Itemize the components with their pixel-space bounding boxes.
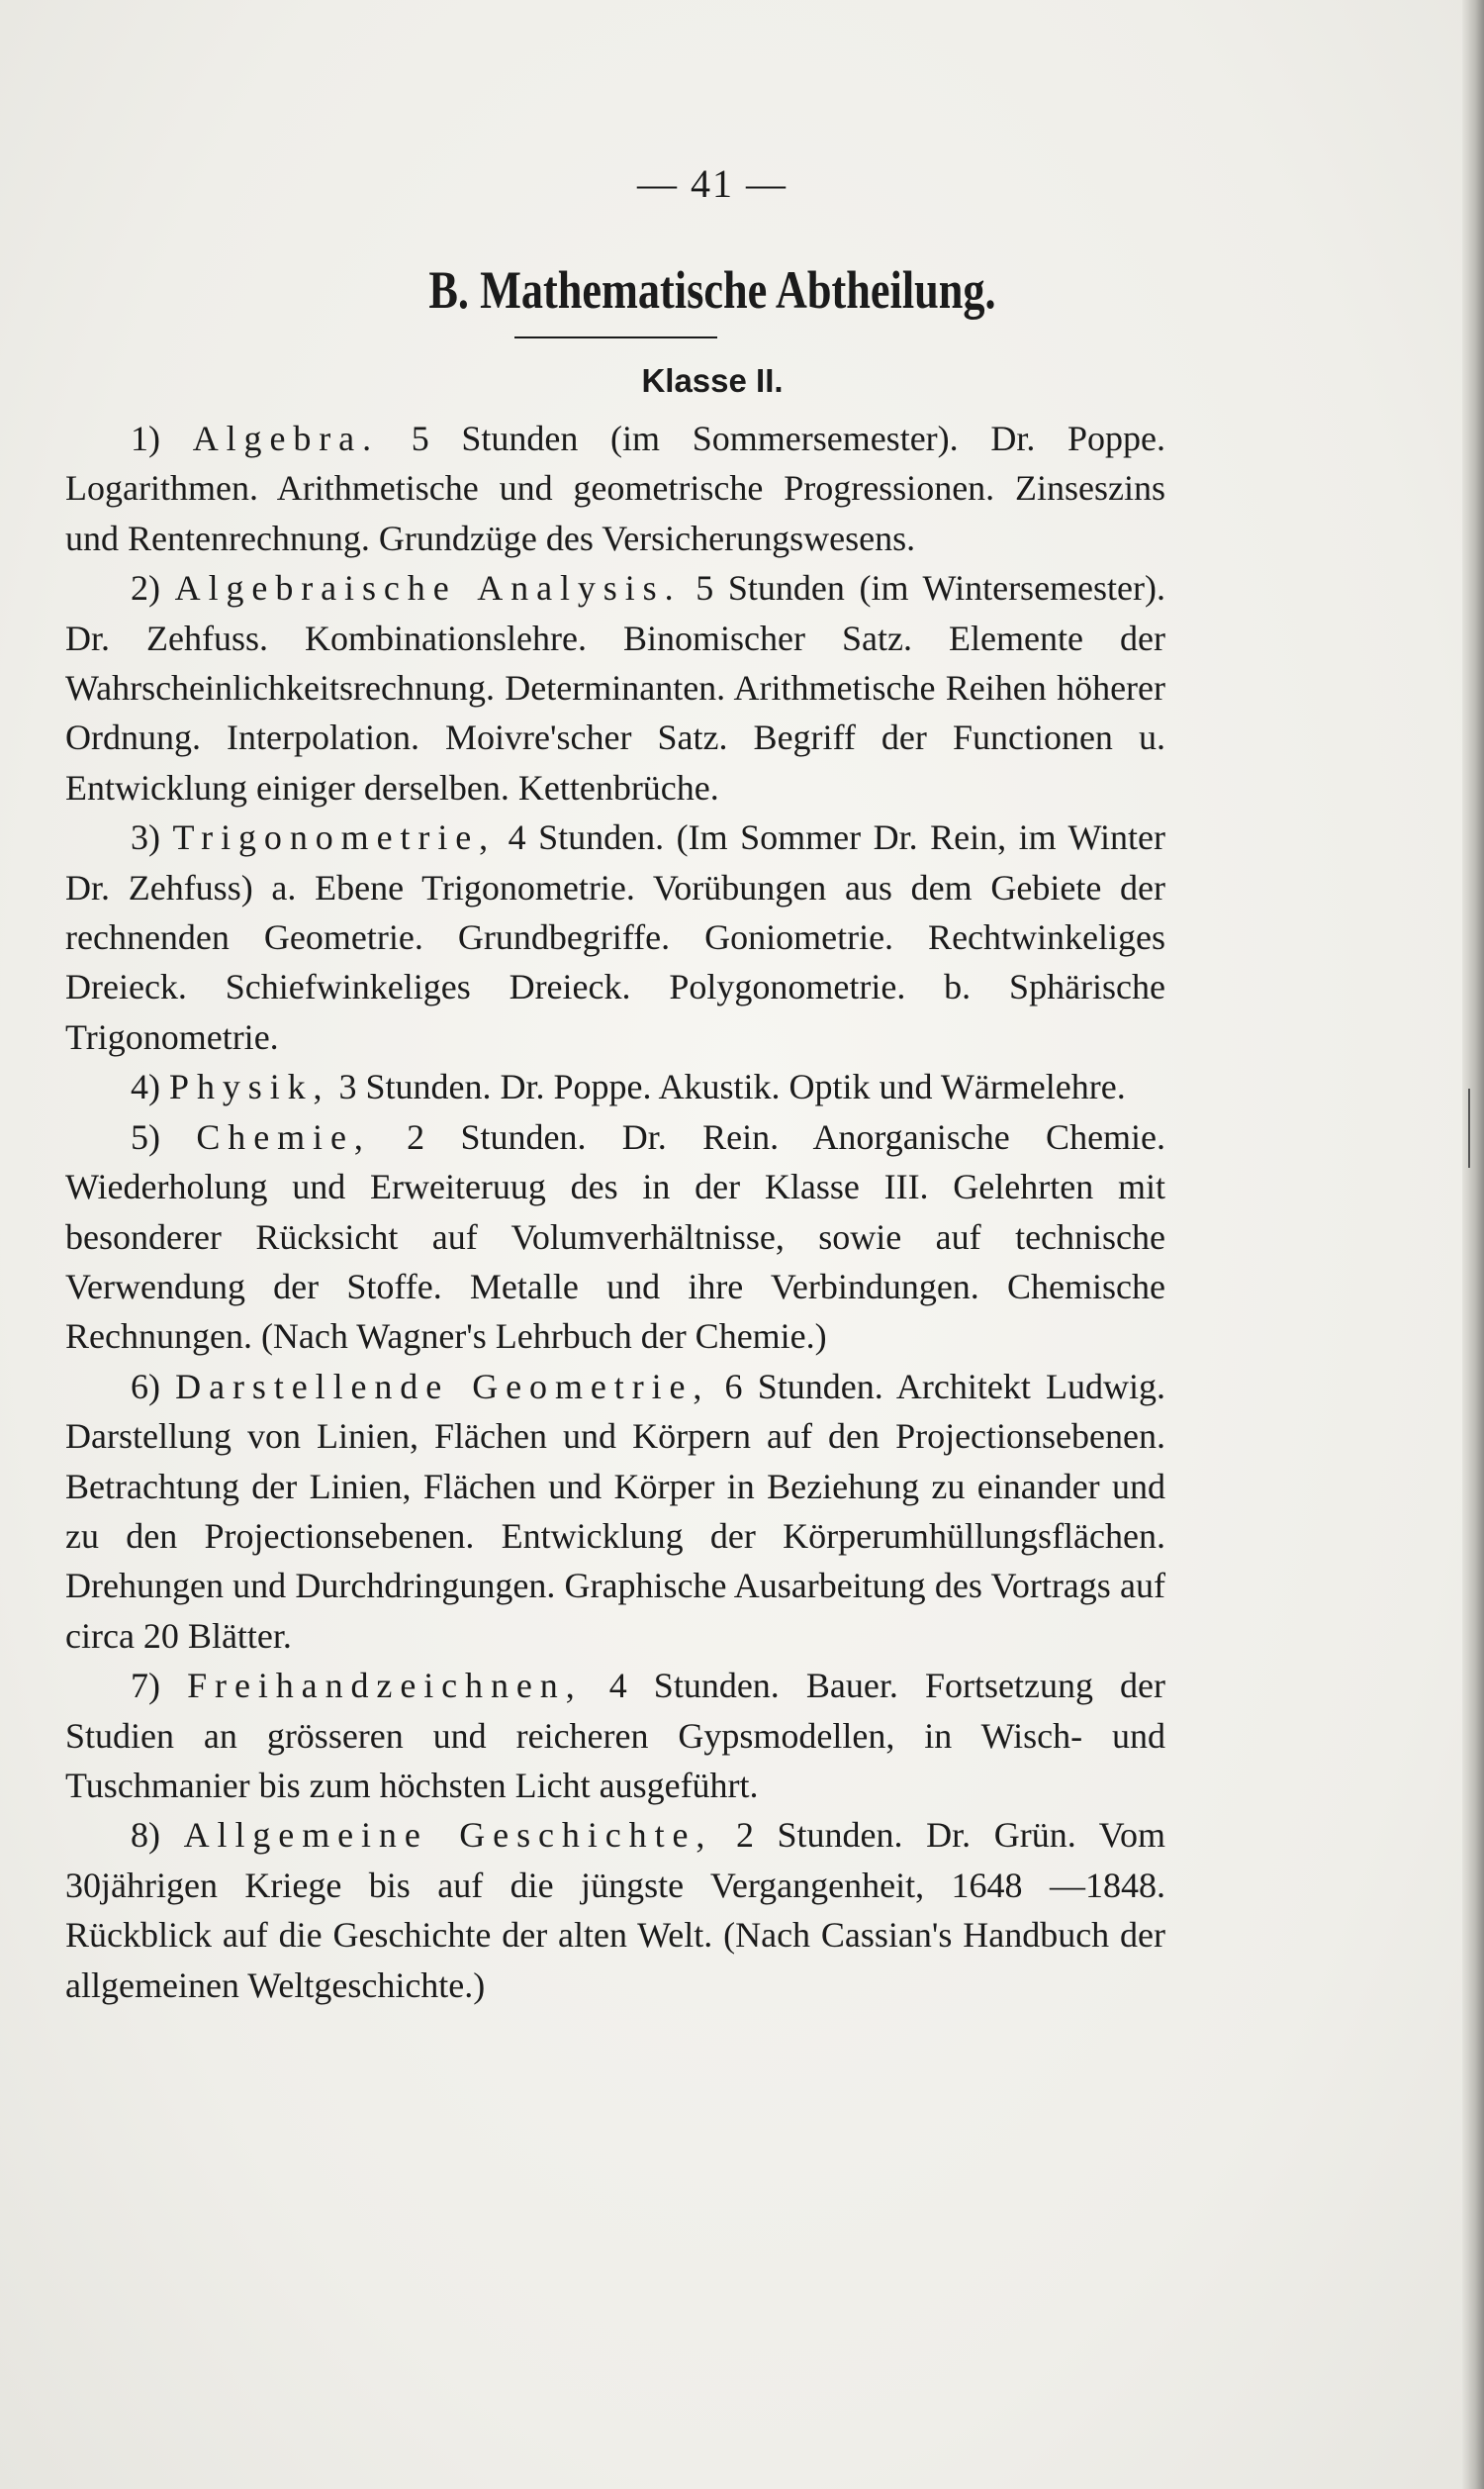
item-subject: Trigonometrie, bbox=[172, 817, 497, 858]
section-title: B. Mathematische Abtheilung. bbox=[428, 260, 996, 320]
item-number: 4) bbox=[131, 1067, 160, 1107]
item-subject: Freihandzeichnen, bbox=[187, 1666, 583, 1706]
course-item-2 bbox=[65, 563, 1165, 813]
item-text: 4 Stunden. (Im Sommer Dr. Rein, im Winter Dr. Zehfuss) a. Ebene Trigonometrie. Vorübungen aus dem Gebiete der rechnenden Geometrie. Grundbegriffe. Goniometrie. Rechtwinkeliges Dreieck. Schiefwinkeliges Dreieck. Polygonometrie. b. Sphärische Trigonometrie. bbox=[65, 817, 1166, 1057]
course-item-1 bbox=[65, 414, 1165, 563]
item-number: 5) bbox=[131, 1116, 160, 1157]
item-subject: Darstellende Geometrie, bbox=[175, 1366, 710, 1406]
course-list bbox=[65, 414, 1165, 2010]
item-subject: Allgemeine Geschichte, bbox=[183, 1815, 713, 1856]
edge-mark bbox=[1468, 1089, 1470, 1168]
item-number: 1) bbox=[131, 419, 160, 458]
item-number: 6) bbox=[131, 1366, 160, 1406]
item-text: 5 Stunden (im Sommersemester). Dr. Poppe. Logarithmen. Arithmetische und geometrische Progressionen. Zinseszins und Rentenrechnung. Grundzüge des Versicherungswesens. bbox=[65, 419, 1166, 558]
item-text: 2 Stunden. Dr. Rein. Anorganische Chemie. Wiederholung und Erweiteruug des in der Klasse III. Gelehrten mit besonderer Rücksicht auf Volumverhältnisse, sowie auf technische Verwendung der Stoffe. Metalle und ihre Verbindungen. Chemische Rechnungen. (Nach Wagner's Lehrbuch der Chemie.) bbox=[65, 1116, 1166, 1357]
item-text: 3 Stunden. Dr. Poppe. Akustik. Optik und Wärmelehre. bbox=[338, 1067, 1126, 1107]
item-text: 4 Stunden. Bauer. Fortsetzung der Studien an grösseren und reicheren Gypsmodellen, in Wisch- und Tuschmanier bis zum höchsten Licht ausgeführt. bbox=[65, 1666, 1166, 1805]
page-number: — 41 — bbox=[637, 161, 788, 206]
item-subject: Chemie, bbox=[196, 1116, 371, 1157]
item-number: 2) bbox=[131, 568, 160, 609]
course-item-3 bbox=[65, 813, 1165, 1062]
item-text: 5 Stunden (im Wintersemester). Dr. Zehfuss. Kombinationslehre. Binomischer Satz. Elemente der Wahrscheinlichkeitsrechnung. Determinanten. Arithmetische Reihen höherer Ordnung. Interpolation. Moivre'scher Satz. Begriff der Functionen u. Entwicklung einiger derselben. Kettenbrüche. bbox=[65, 568, 1165, 808]
page-edge bbox=[1462, 0, 1484, 2489]
item-number: 3) bbox=[131, 817, 160, 858]
course-item-7 bbox=[65, 1661, 1165, 1810]
class-heading: Klasse II. bbox=[641, 362, 784, 399]
item-text: 6 Stunden. Architekt Ludwig. Darstellung von Linien, Flächen und Körpern auf den Projectionsebenen. Betrachtung der Linien, Flächen und Körper in Beziehung zu einander und zu den Projectionsebenen. Entwicklung der Körperumhüllungsflächen. Drehungen und Durchdringungen. Graphische Ausarbeitung des Vortrags auf circa 20 Blätter. bbox=[65, 1366, 1165, 1656]
title-rule bbox=[514, 336, 717, 338]
item-number: 8) bbox=[131, 1815, 160, 1856]
course-item-6 bbox=[65, 1362, 1165, 1661]
item-text: 2 Stunden. Dr. Grün. Vom 30jährigen Kriege bis auf die jüngste Vergangenheit, 1648 —1848. Rückblick auf die Geschichte der alten Welt. (Nach Cassian's Handbuch der allgemeinen Weltgeschichte.) bbox=[65, 1815, 1166, 2005]
item-subject: Algebraische Analysis. bbox=[174, 568, 682, 609]
item-subject: Algebra. bbox=[192, 419, 379, 458]
item-number: 7) bbox=[131, 1666, 160, 1706]
item-subject: Physik, bbox=[169, 1067, 330, 1107]
course-item-4 bbox=[65, 1062, 1165, 1111]
course-item-8 bbox=[65, 1810, 1165, 2010]
course-item-5 bbox=[65, 1112, 1165, 1362]
